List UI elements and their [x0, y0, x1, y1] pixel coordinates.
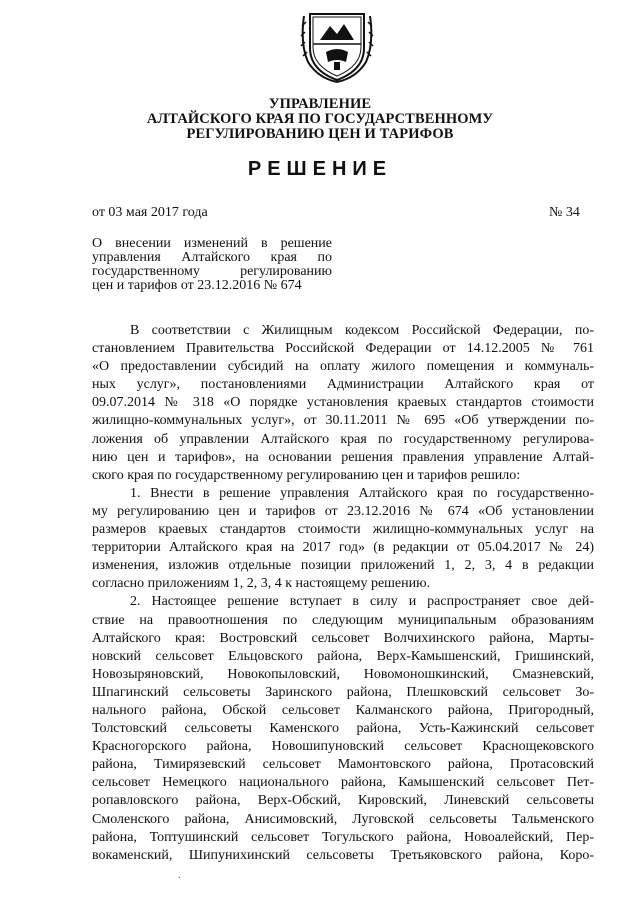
agency-header — [0, 97, 640, 142]
body-line: му регулированию цен и тарифов от 23.12.2016 № 674 «Об установлении — [92, 503, 594, 519]
body-line: согласно приложениям 1, 2, 3, 4 к настоящему решению. — [92, 576, 431, 592]
body-line: сельсовет Немецкого национального района, Камышенский сельсовет Пет- — [92, 775, 594, 791]
header-line: УПРАВЛЕНИЕ — [268, 96, 372, 112]
subject-line: управления Алтайского края по — [92, 250, 332, 265]
body-line: Красногорского района, Новошипуновский сельсовет Краснощековского — [92, 739, 594, 755]
body-line: Новозыряновский, Новокопыловский, Новомоношкинский, Смазневский, — [92, 666, 594, 682]
document-title: РЕШЕНИЕ — [247, 158, 393, 180]
body-line: «О предоставлении субсидий на оплату жилого помещения и коммуналь- — [92, 359, 594, 375]
document-number: № 34 — [549, 205, 580, 220]
subject-line: О внесении изменений в решение — [92, 236, 332, 251]
body-line: становлением Правительства Российской Федерации от 14.12.2005 № 761 — [92, 341, 594, 357]
scan-mark: . — [178, 870, 181, 881]
body-line: изменения, изложив отдельные позиции приложений 1, 2, 3, 4 в редакции — [92, 558, 594, 574]
body-line: нального района, Обской сельсовет Калманского района, Пригородный, — [92, 702, 594, 718]
document-subject — [92, 237, 332, 293]
body-line: новский сельсовет Ельцовского района, Верх-Камышенский, Гришинский, — [92, 648, 594, 664]
document-date: от 03 мая 2017 года — [92, 205, 208, 220]
header-line: АЛТАЙСКОГО КРАЯ ПО ГОСУДАРСТВЕННОМУ — [146, 111, 494, 127]
coat-of-arms-icon — [300, 8, 374, 84]
body-line: ропавловского района, Верх-Обский, Кировский, Линевский сельсоветы — [92, 793, 594, 809]
body-line: ствие на правоотношения по следующим муниципальным образованиям — [92, 612, 594, 628]
body-line: Алтайского края: Востровский сельсовет Волчихинского района, Марты- — [92, 630, 594, 646]
body-line: Смоленского района, Анисимовский, Луговской сельсоветы Тальменского — [92, 811, 594, 827]
subject-line: государственному регулированию — [92, 264, 332, 279]
header-line: РЕГУЛИРОВАНИЮ ЦЕН И ТАРИФОВ — [186, 126, 454, 142]
body-line: размеров краевых стандартов стоимости жилищно-коммунальных услуг на — [92, 522, 594, 538]
body-line: Толстовский сельсоветы Каменского района, Усть-Кажинский сельсовет — [92, 721, 594, 737]
body-line: района, Топтушинский сельсовет Тогульского района, Новоалейский, Пер- — [92, 829, 594, 845]
document-body — [92, 322, 594, 865]
body-line: жилищно-коммунальных услуг», от 30.11.2011 № 695 «Об утверждении по- — [92, 413, 594, 429]
body-line: нию цен и тарифов», на основании решения правления управление Алтай- — [92, 449, 594, 465]
body-line: ных услуг», постановлениями Администрации Алтайского края от — [92, 377, 594, 393]
subject-line: цен и тарифов от 23.12.2016 № 674 — [92, 278, 302, 293]
body-line: 1. Внести в решение управления Алтайского края по государственно- — [130, 485, 594, 501]
body-line: ложения об управлении Алтайского края по государственному регулирова- — [92, 431, 594, 447]
body-line: В соответствии с Жилищным кодексом Российской Федерации, по- — [130, 323, 594, 338]
body-line: 09.07.2014 № 318 «О порядке установления краевых стандартов стоимости — [92, 395, 594, 411]
body-line: ского края по государственному регулированию цен и тарифов решило: — [92, 467, 521, 483]
body-line: 2. Настоящее решение вступает в силу и распространяет свое дей- — [130, 594, 594, 610]
body-line: вокаменский, Шипунихинский сельсоветы Третьяковского района, Коро- — [92, 847, 594, 863]
body-line: района, Тимирязевский сельсовет Мамонтовского района, Протасовский — [92, 757, 594, 773]
body-line: территории Алтайского края на 2017 год» (в редакции от 05.04.2017 № 24) — [92, 540, 594, 556]
body-line: Шпагинский сельсоветы Заринского района, Плешковский сельсовет Зо- — [92, 684, 594, 700]
